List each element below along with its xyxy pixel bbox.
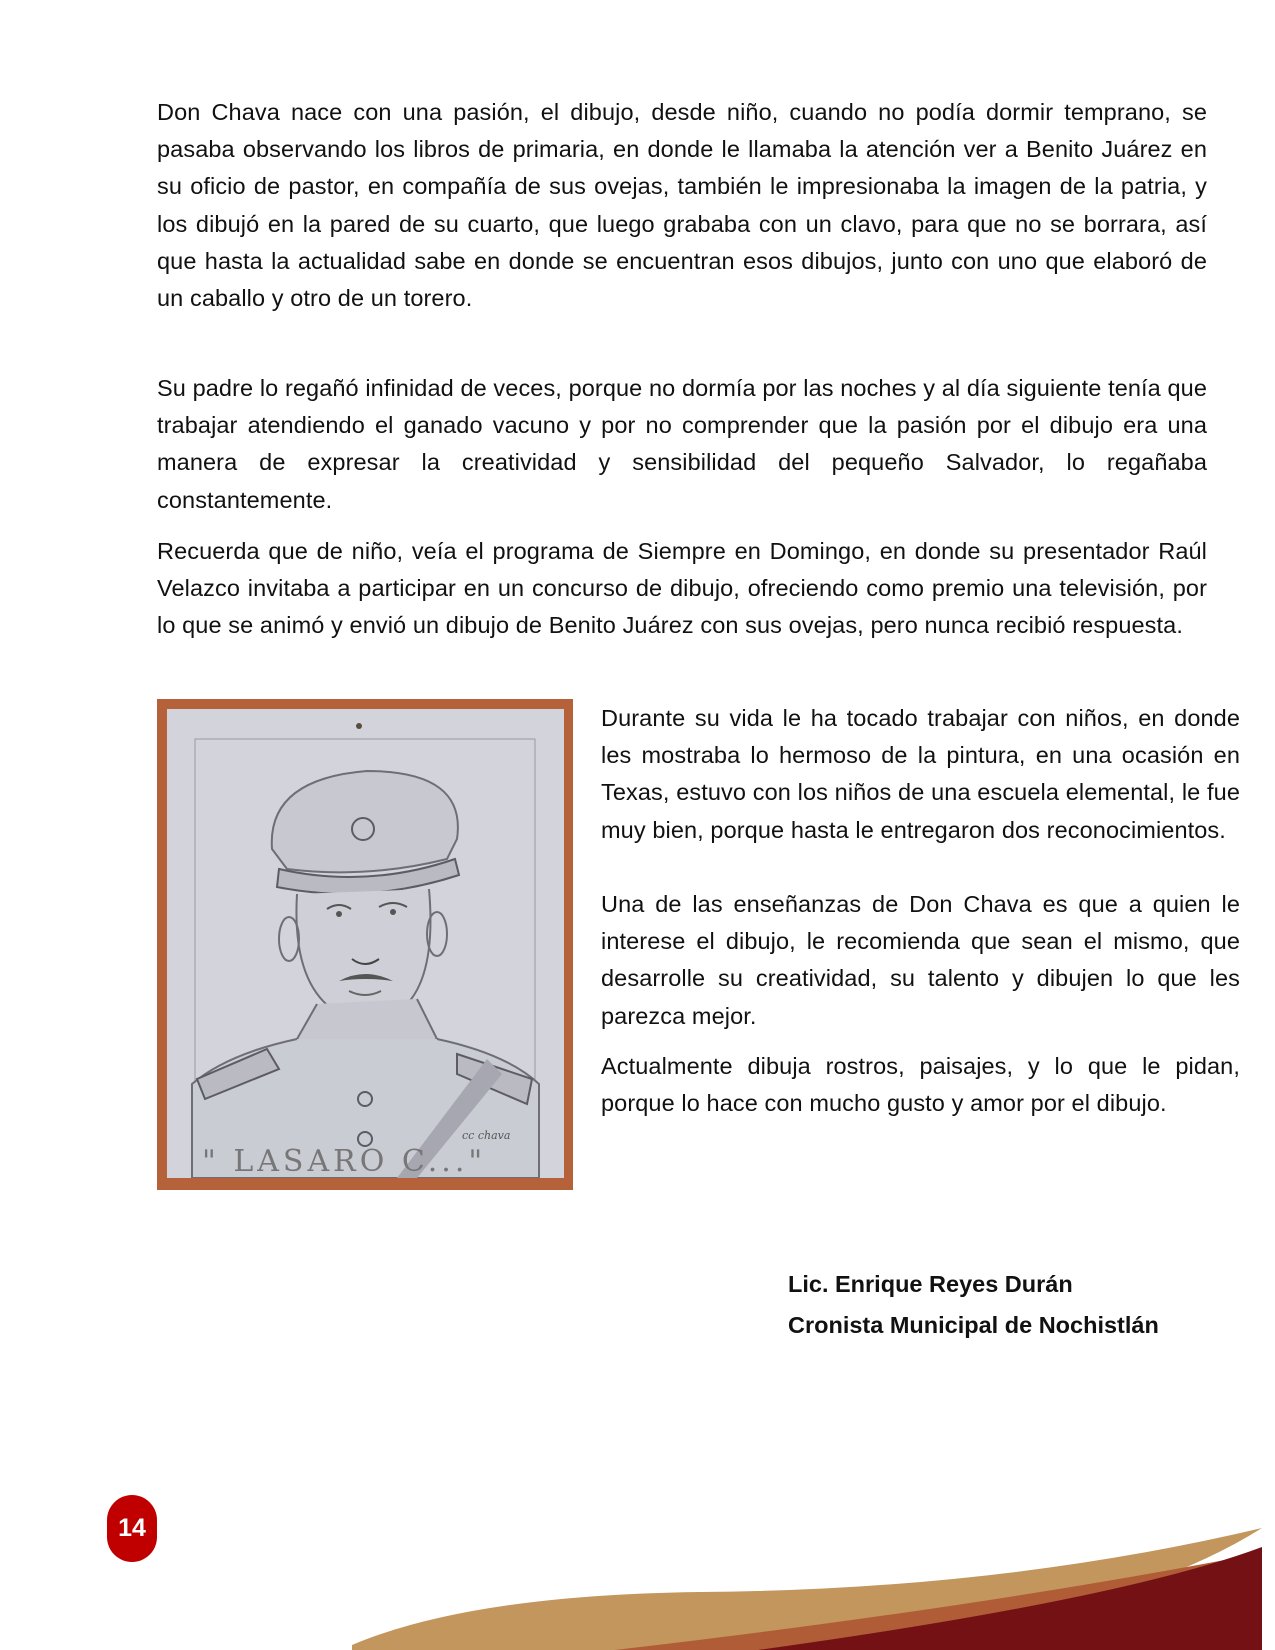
paragraph-texas: Durante su vida le ha tocado trabajar con niños, en donde les mostraba lo hermoso de la pintura, en una ocasión en Texas, estuvo con los niños de una escuela elemental, le fue muy bien, porque hasta le entregaron dos reconocimientos.	[601, 705, 1240, 843]
decorative-swoosh	[0, 1480, 1275, 1650]
page-number: 14	[118, 1514, 146, 1542]
paragraph-childhood: Don Chava nace con una pasión, el dibujo, desde niño, cuando no podía dormir temprano, se pasaba observando los libros de primaria, en donde le llamaba la atención ver a Benito Juárez en su oficio de pastor, en compañía de sus ovejas, también le impresionaba la imagen de la patria, y los dibujó en la pared de su cuarto, que luego grababa con un clavo, para que no se borrara, así que hasta la actualidad sabe en donde se encuentran esos dibujos, junto con uno que elaboró de un caballo y otro de un torero.	[157, 99, 1207, 312]
paragraph-contest: Recuerda que de niño, veía el programa de Siempre en Domingo, en donde su presentador Raúl Velazco invitaba a participar en un concurso de dibujo, ofreciendo como premio una televisión, por lo que se animó y envió un dibujo de Benito Juárez con sus ovejas, pero nunca recibió respuesta.	[157, 538, 1207, 639]
author-signature	[788, 1264, 1159, 1346]
author-name: Lic. Enrique Reyes Durán	[788, 1271, 1073, 1297]
artist-signature: cc chava	[462, 1129, 511, 1142]
portrait-figure-frame	[157, 699, 573, 1190]
paragraph-currently: Actualmente dibuja rostros, paisajes, y lo que le pidan, porque lo hace con mucho gusto y amor por el dibujo.	[601, 1053, 1240, 1117]
author-title: Cronista Municipal de Nochistlán	[788, 1312, 1159, 1338]
paragraph-father: Su padre lo regañó infinidad de veces, porque no dormía por las noches y al día siguiente tenía que trabajar atendiendo el ganado vacuno y por no comprender que la pasión por el dibujo era una manera de expresar la creatividad y sensibilidad del pequeño Salvador, lo regañaba constantemente.	[157, 375, 1207, 513]
sketch-caption: " LASARO C..."	[202, 1144, 487, 1178]
portrait-sketch-image	[167, 709, 564, 1178]
paragraph-teachings: Una de las enseñanzas de Don Chava es que a quien le interese el dibujo, le recomienda que sean el mismo, que desarrolle su creatividad, su talento y dibujen lo que les parezca mejor.	[601, 891, 1240, 1029]
